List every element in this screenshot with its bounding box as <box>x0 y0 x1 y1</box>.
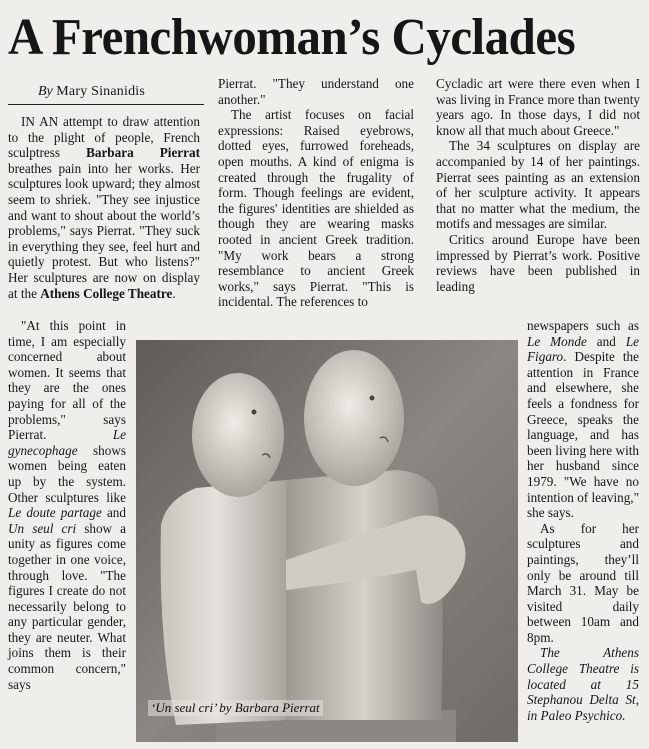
headline: A Frenchwoman’s Cyclades <box>8 9 576 66</box>
byline-author: Mary Sinanidis <box>56 84 146 99</box>
photo-caption: ‘Un seul cri’ by Barbara Pierrat <box>148 700 323 716</box>
paragraph-critics: Critics around Europe have been impressed by Pierrat’s work. Positive reviews have been published in leading <box>436 231 640 294</box>
byline-rule <box>8 104 204 105</box>
right-figure-head <box>304 350 404 486</box>
article-column-1-lower <box>8 318 126 692</box>
paragraph-continued: Pierrat. "They understand one another." <box>218 76 414 107</box>
paragraph-cycladic: Cycladic art were there even when I was living in France more than twenty years ago. In those days, I did not know all that much about Greece." <box>436 76 640 138</box>
paragraph-women: "At this point in time, I am especially concerned about women. It seems that they are the ones paying for all of the problems," says Pierrat. Le gynecophage shows women being eaten up by the system. Other sculptures like Le doute partage and Un seul cri show a unity as figures come together in one voice, through love. "The figures I create do not necessarily belong to any particular gender, they are neuter. What joins them is their common concern," says <box>8 318 126 692</box>
article-column-1 <box>8 114 200 301</box>
left-figure-body <box>161 480 286 725</box>
paragraph-venue: The Athens College Theatre is located at 15 Stephanou Delta St, in Paleo Psychico. <box>527 645 639 723</box>
paragraph-newspapers: newspapers such as Le Monde and Le Figaro. Despite the attention in France and elsewhere, she feels a fondness for Greece, speaks the language, and has been living here with her husband since 1979. "We have no intention of leaving," she says. <box>527 318 639 521</box>
byline-prefix: By <box>38 84 53 99</box>
paragraph-dates: As for her sculptures and paintings, they’ll only be around till March 31. May be visited daily between 10am and 8pm. <box>527 520 639 645</box>
article-column-3 <box>436 76 640 294</box>
sculpture-image <box>136 340 518 742</box>
article-column-2 <box>218 76 414 310</box>
byline <box>38 84 145 100</box>
article-column-3-lower <box>527 318 639 723</box>
paragraph-expressions: The artist focuses on facial expressions: Raised eyebrows, dotted eyes, furrowed foreheads, open mouths. A kind of enigma is created through the frugality of form. Though feelings are evident, the figures' identities are shielded as though they are wearing masks rooted in ancient Greek tradition. "My work bears a strong resemblance to ancient Greek works," says Pierrat. "This is incidental. The references to <box>218 107 414 310</box>
left-figure-head <box>192 373 284 497</box>
paragraph-intro: IN AN attempt to draw attention to the plight of people, French sculptress Barbara Pierrat breathes pain into her works. Her sculptures look upward; they almost seem to shriek. "They see injustice and want to shout about the world’s problems," says Pierrat. "They suck in everything they see, feel hurt and quietly protest. But who listens?" Her sculptures are now on display at the Athens College Theatre. <box>8 114 200 301</box>
paragraph-paintings: The 34 sculptures on display are accompanied by 14 of her paintings. Pierrat sees painting as an extension of her sculpture activity. It appears that no matter what the medium, the motifs and messages are similar. <box>436 138 640 232</box>
sculpture-photo <box>136 340 518 742</box>
right-figure-body <box>286 470 443 720</box>
